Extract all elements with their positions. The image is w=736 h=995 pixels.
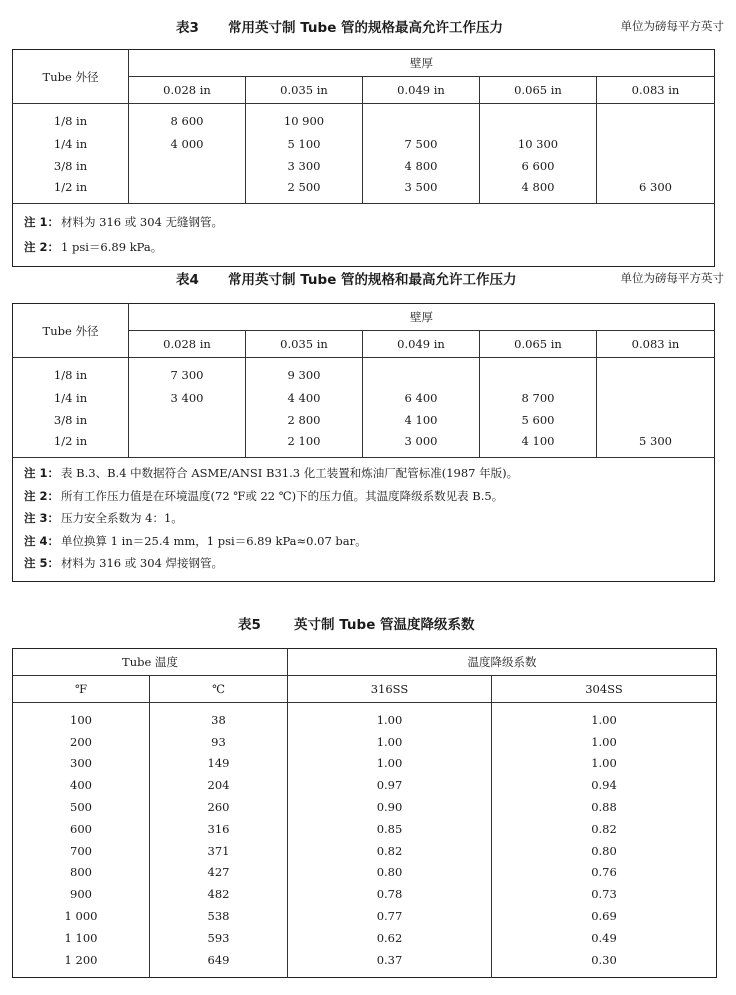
table-row: [13, 949, 717, 977]
celsius-cell: 482: [150, 883, 288, 905]
fahrenheit-cell: 400: [70, 778, 92, 793]
table-row: [13, 358, 715, 387]
value-cell: 6 300: [597, 177, 715, 204]
value-cell: 7 500: [363, 133, 480, 155]
celsius-cell: 316: [150, 818, 288, 840]
col-header-316ss: 316SS: [288, 676, 492, 703]
value-cell: [597, 387, 715, 409]
value-cell: 4 100: [363, 409, 480, 431]
value-cell: [480, 358, 597, 387]
table3-col-header: 0.035 in: [246, 77, 363, 104]
value-cell: [129, 409, 246, 431]
table-row: [13, 387, 715, 409]
value-cell: 10 300: [480, 133, 597, 155]
table5-label: 表5: [238, 617, 261, 633]
celsius-cell: 149: [150, 753, 288, 775]
celsius-cell: 427: [150, 862, 288, 884]
value-cell: [597, 155, 715, 177]
note: 注 1： 表 B.3、B.4 中数据符合 ASME/ANSI B31.3 化工装置和炼油厂配管标准(1987 年版)。: [24, 466, 519, 480]
table-row: [13, 104, 715, 133]
table3-label: 表3: [176, 20, 199, 36]
table-row: [13, 905, 717, 927]
table4-caption: [0, 264, 736, 288]
table-row: [13, 431, 715, 458]
factor-316ss-cell: 1.00: [288, 753, 492, 775]
table-row: [13, 133, 715, 155]
table3-title: 常用英寸制 Tube 管的规格最高允许工作压力: [228, 20, 504, 36]
value-cell: 6 600: [480, 155, 597, 177]
value-cell: 9 300: [246, 358, 363, 387]
value-cell: 3 000: [363, 431, 480, 458]
value-cell: 4 800: [480, 177, 597, 204]
fahrenheit-cell: 1 000: [64, 909, 98, 924]
table4-col-header: 0.035 in: [246, 331, 363, 358]
table4-row-header: Tube 外径: [13, 304, 129, 358]
value-cell: 3 300: [246, 155, 363, 177]
factor-304ss-cell: 0.76: [492, 862, 717, 884]
fahrenheit-cell: 300: [70, 756, 92, 771]
value-cell: 2 500: [246, 177, 363, 204]
table4-unit: 单位为磅每平方英寸: [620, 271, 724, 285]
factor-316ss-cell: 0.90: [288, 796, 492, 818]
factor-316ss-cell: 0.37: [288, 949, 492, 977]
table5: [12, 648, 717, 978]
note: 注 2： 所有工作压力值是在环境温度(72 ℉或 22 ℃)下的压力值。其温度降级系数见表 B.5。: [24, 488, 504, 503]
celsius-cell: 204: [150, 774, 288, 796]
value-cell: 4 100: [480, 431, 597, 458]
table3-col-header: 0.049 in: [363, 77, 480, 104]
value-cell: [597, 104, 715, 133]
table-row: [13, 177, 715, 204]
value-cell: 8 600: [129, 104, 246, 133]
table4-col-header: 0.065 in: [480, 331, 597, 358]
od-cell: 1/2 in: [53, 180, 88, 195]
col-header-celsius: ℃: [150, 676, 288, 703]
value-cell: 4 400: [246, 387, 363, 409]
table4-label: 表4: [176, 272, 199, 288]
value-cell: 5 100: [246, 133, 363, 155]
table-row: [13, 862, 717, 884]
value-cell: [129, 177, 246, 204]
value-cell: [363, 358, 480, 387]
note: 注 4： 单位换算 1 in＝25.4 mm，1 psi＝6.89 kPa≈0.07 bar。: [24, 533, 367, 548]
value-cell: [597, 358, 715, 387]
temp-header: Tube 温度: [13, 649, 288, 676]
celsius-cell: 538: [150, 905, 288, 927]
fahrenheit-cell: 800: [70, 865, 92, 880]
factor-304ss-cell: 0.94: [492, 774, 717, 796]
table4-col-header: 0.083 in: [597, 331, 715, 358]
factor-304ss-cell: 1.00: [492, 703, 717, 731]
table5-caption: [0, 609, 736, 633]
value-cell: 3 400: [129, 387, 246, 409]
value-cell: 4 800: [363, 155, 480, 177]
od-cell: 3/8 in: [53, 158, 88, 173]
factor-304ss-cell: 0.80: [492, 840, 717, 862]
fahrenheit-cell: 200: [70, 734, 92, 749]
value-cell: [480, 104, 597, 133]
table-row: [13, 731, 717, 753]
factor-304ss-cell: 1.00: [492, 731, 717, 753]
table-row: [13, 774, 717, 796]
factor-304ss-cell: 0.73: [492, 883, 717, 905]
od-cell: 1/2 in: [53, 434, 88, 449]
table3-col-header: 0.083 in: [597, 77, 715, 104]
fahrenheit-cell: 600: [70, 821, 92, 836]
factor-316ss-cell: 0.97: [288, 774, 492, 796]
note: 注 5： 材料为 316 或 304 焊接钢管。: [24, 556, 224, 570]
col-header-304ss: 304SS: [492, 676, 717, 703]
table4-col-header: 0.028 in: [129, 331, 246, 358]
table5-title: 英寸制 Tube 管温度降级系数: [294, 617, 475, 633]
value-cell: [129, 155, 246, 177]
od-cell: 1/8 in: [53, 113, 88, 128]
factor-316ss-cell: 0.62: [288, 927, 492, 949]
table-row: [13, 753, 717, 775]
factor-316ss-cell: 0.82: [288, 840, 492, 862]
factor-304ss-cell: 0.49: [492, 927, 717, 949]
note: 注 2： 1 psi＝6.89 kPa。: [24, 240, 163, 254]
table4-title: 常用英寸制 Tube 管的规格和最高允许工作压力: [228, 272, 517, 288]
celsius-cell: 260: [150, 796, 288, 818]
table4: [12, 303, 715, 582]
value-cell: 2 100: [246, 431, 363, 458]
celsius-cell: 38: [150, 703, 288, 731]
celsius-cell: 649: [150, 949, 288, 977]
factor-316ss-cell: 1.00: [288, 703, 492, 731]
table4-notes: [13, 458, 715, 582]
value-cell: 2 800: [246, 409, 363, 431]
value-cell: [363, 104, 480, 133]
table3-col-header: 0.028 in: [129, 77, 246, 104]
table3-group-header: 壁厚: [129, 50, 715, 77]
factor-header: 温度降级系数: [288, 649, 717, 676]
factor-316ss-cell: 0.77: [288, 905, 492, 927]
table-row: [13, 883, 717, 905]
fahrenheit-cell: 100: [70, 712, 92, 727]
value-cell: 8 700: [480, 387, 597, 409]
value-cell: 5 600: [480, 409, 597, 431]
value-cell: [597, 133, 715, 155]
col-header-fahrenheit: ℉: [13, 676, 150, 703]
factor-316ss-cell: 0.80: [288, 862, 492, 884]
value-cell: [129, 431, 246, 458]
factor-304ss-cell: 0.30: [492, 949, 717, 977]
table-row: [13, 409, 715, 431]
table-row: [13, 796, 717, 818]
table3-unit: 单位为磅每平方英寸: [620, 19, 724, 33]
fahrenheit-cell: 500: [70, 800, 92, 815]
table4-col-header: 0.049 in: [363, 331, 480, 358]
table-row: [13, 818, 717, 840]
table-row: [13, 155, 715, 177]
fahrenheit-cell: 1 200: [64, 952, 98, 967]
factor-316ss-cell: 0.78: [288, 883, 492, 905]
table3: [12, 49, 715, 267]
celsius-cell: 371: [150, 840, 288, 862]
factor-304ss-cell: 0.88: [492, 796, 717, 818]
value-cell: 3 500: [363, 177, 480, 204]
value-cell: 5 300: [597, 431, 715, 458]
value-cell: 4 000: [129, 133, 246, 155]
fahrenheit-cell: 1 100: [64, 930, 98, 945]
table3-notes: [13, 204, 715, 267]
table4-group-header: 壁厚: [129, 304, 715, 331]
factor-316ss-cell: 1.00: [288, 731, 492, 753]
factor-304ss-cell: 0.82: [492, 818, 717, 840]
od-cell: 1/4 in: [53, 390, 88, 405]
factor-316ss-cell: 0.85: [288, 818, 492, 840]
table3-caption: [0, 12, 736, 36]
value-cell: 6 400: [363, 387, 480, 409]
celsius-cell: 593: [150, 927, 288, 949]
celsius-cell: 93: [150, 731, 288, 753]
value-cell: 7 300: [129, 358, 246, 387]
note: 注 3： 压力安全系数为 4：1。: [24, 511, 183, 525]
table3-row-header: Tube 外径: [13, 50, 129, 104]
od-cell: 3/8 in: [53, 412, 88, 427]
table-row: [13, 927, 717, 949]
factor-304ss-cell: 0.69: [492, 905, 717, 927]
table-row: [13, 840, 717, 862]
fahrenheit-cell: 700: [70, 843, 92, 858]
od-cell: 1/8 in: [53, 367, 88, 382]
od-cell: 1/4 in: [53, 136, 88, 151]
factor-304ss-cell: 1.00: [492, 753, 717, 775]
note: 注 1： 材料为 316 或 304 无缝钢管。: [24, 215, 224, 229]
value-cell: 10 900: [246, 104, 363, 133]
table-row: [13, 703, 717, 731]
value-cell: [597, 409, 715, 431]
fahrenheit-cell: 900: [70, 887, 92, 902]
table3-col-header: 0.065 in: [480, 77, 597, 104]
